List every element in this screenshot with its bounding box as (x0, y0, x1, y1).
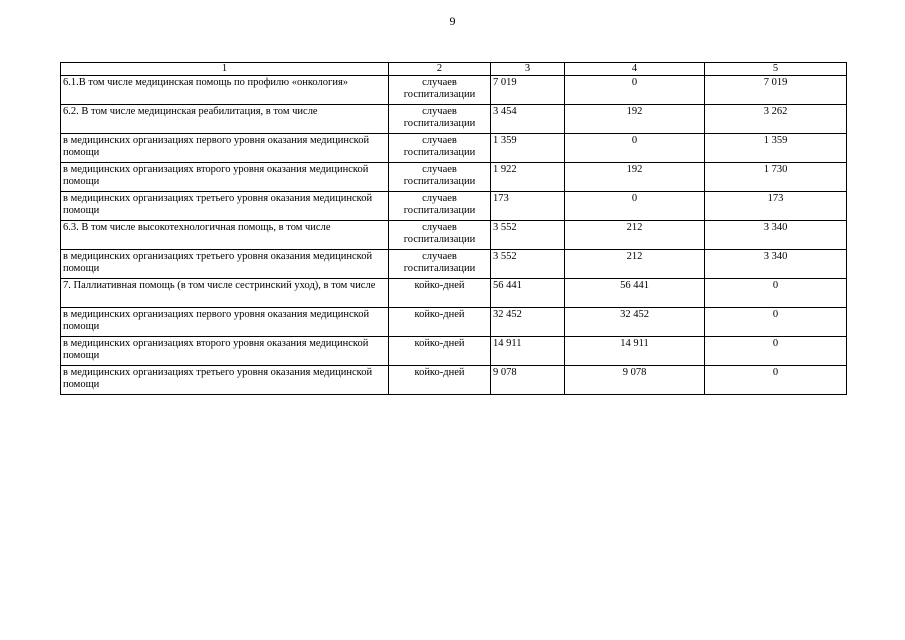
table-row (61, 76, 847, 105)
row-label: в медицинских организациях второго уровня оказания медицинской помощи (61, 337, 389, 366)
page-number: 9 (449, 14, 456, 28)
value-col-3: 3 552 (491, 221, 565, 250)
value-col-5: 7 019 (705, 76, 847, 105)
data-table (60, 62, 847, 395)
value-col-4: 32 452 (565, 308, 705, 337)
table-row (61, 221, 847, 250)
value-col-4: 212 (565, 250, 705, 279)
unit-cell: случаев госпитализации (389, 76, 491, 105)
value-col-4: 192 (565, 105, 705, 134)
row-label: в медицинских организациях третьего уровня оказания медицинской помощи (61, 192, 389, 221)
value-col-3: 173 (491, 192, 565, 221)
value-col-4: 0 (565, 76, 705, 105)
value-col-3: 9 078 (491, 366, 565, 395)
table-row (61, 308, 847, 337)
unit-cell: койко-дней (389, 308, 491, 337)
value-col-3: 3 454 (491, 105, 565, 134)
row-label: 6.3. В том числе высокотехнологичная помощь, в том числе (61, 221, 389, 250)
value-col-4: 0 (565, 192, 705, 221)
table-row (61, 163, 847, 192)
table-header (61, 63, 847, 76)
value-col-3: 14 911 (491, 337, 565, 366)
value-col-5: 0 (705, 308, 847, 337)
unit-cell: случаев госпитализации (389, 105, 491, 134)
value-col-4: 9 078 (565, 366, 705, 395)
value-col-5: 0 (705, 337, 847, 366)
unit-cell: случаев госпитализации (389, 163, 491, 192)
value-col-5: 0 (705, 279, 847, 308)
value-col-3: 32 452 (491, 308, 565, 337)
unit-cell: случаев госпитализации (389, 134, 491, 163)
table-row (61, 337, 847, 366)
unit-cell: койко-дней (389, 279, 491, 308)
value-col-4: 56 441 (565, 279, 705, 308)
value-col-3: 1 922 (491, 163, 565, 192)
table-row (61, 192, 847, 221)
table-row (61, 134, 847, 163)
unit-cell: койко-дней (389, 366, 491, 395)
value-col-5: 173 (705, 192, 847, 221)
row-label: 6.1.В том числе медицинская помощь по профилю «онкология» (61, 76, 389, 105)
table-body (61, 76, 847, 395)
column-header-4: 4 (565, 63, 705, 76)
column-header-2: 2 (389, 63, 491, 76)
value-col-5: 3 340 (705, 250, 847, 279)
column-header-3: 3 (491, 63, 565, 76)
table-row (61, 366, 847, 395)
value-col-4: 14 911 (565, 337, 705, 366)
value-col-5: 0 (705, 366, 847, 395)
row-label: в медицинских организациях первого уровня оказания медицинской помощи (61, 134, 389, 163)
value-col-4: 192 (565, 163, 705, 192)
row-label: в медицинских организациях третьего уровня оказания медицинской помощи (61, 366, 389, 395)
unit-cell: случаев госпитализации (389, 221, 491, 250)
table-row (61, 279, 847, 308)
value-col-3: 56 441 (491, 279, 565, 308)
value-col-5: 1 730 (705, 163, 847, 192)
value-col-5: 3 262 (705, 105, 847, 134)
row-label: в медицинских организациях третьего уровня оказания медицинской помощи (61, 250, 389, 279)
unit-cell: койко-дней (389, 337, 491, 366)
value-col-3: 1 359 (491, 134, 565, 163)
column-header-5: 5 (705, 63, 847, 76)
row-label: в медицинских организациях первого уровня оказания медицинской помощи (61, 308, 389, 337)
row-label: 6.2. В том числе медицинская реабилитация, в том числе (61, 105, 389, 134)
unit-cell: случаев госпитализации (389, 192, 491, 221)
value-col-4: 0 (565, 134, 705, 163)
value-col-3: 7 019 (491, 76, 565, 105)
value-col-5: 3 340 (705, 221, 847, 250)
table-row (61, 250, 847, 279)
table-row (61, 105, 847, 134)
value-col-4: 212 (565, 221, 705, 250)
unit-cell: случаев госпитализации (389, 250, 491, 279)
value-col-5: 1 359 (705, 134, 847, 163)
value-col-3: 3 552 (491, 250, 565, 279)
header-row (61, 63, 847, 76)
column-header-1: 1 (61, 63, 389, 76)
row-label: 7. Паллиативная помощь (в том числе сестринский уход), в том числе (61, 279, 389, 308)
row-label: в медицинских организациях второго уровня оказания медицинской помощи (61, 163, 389, 192)
